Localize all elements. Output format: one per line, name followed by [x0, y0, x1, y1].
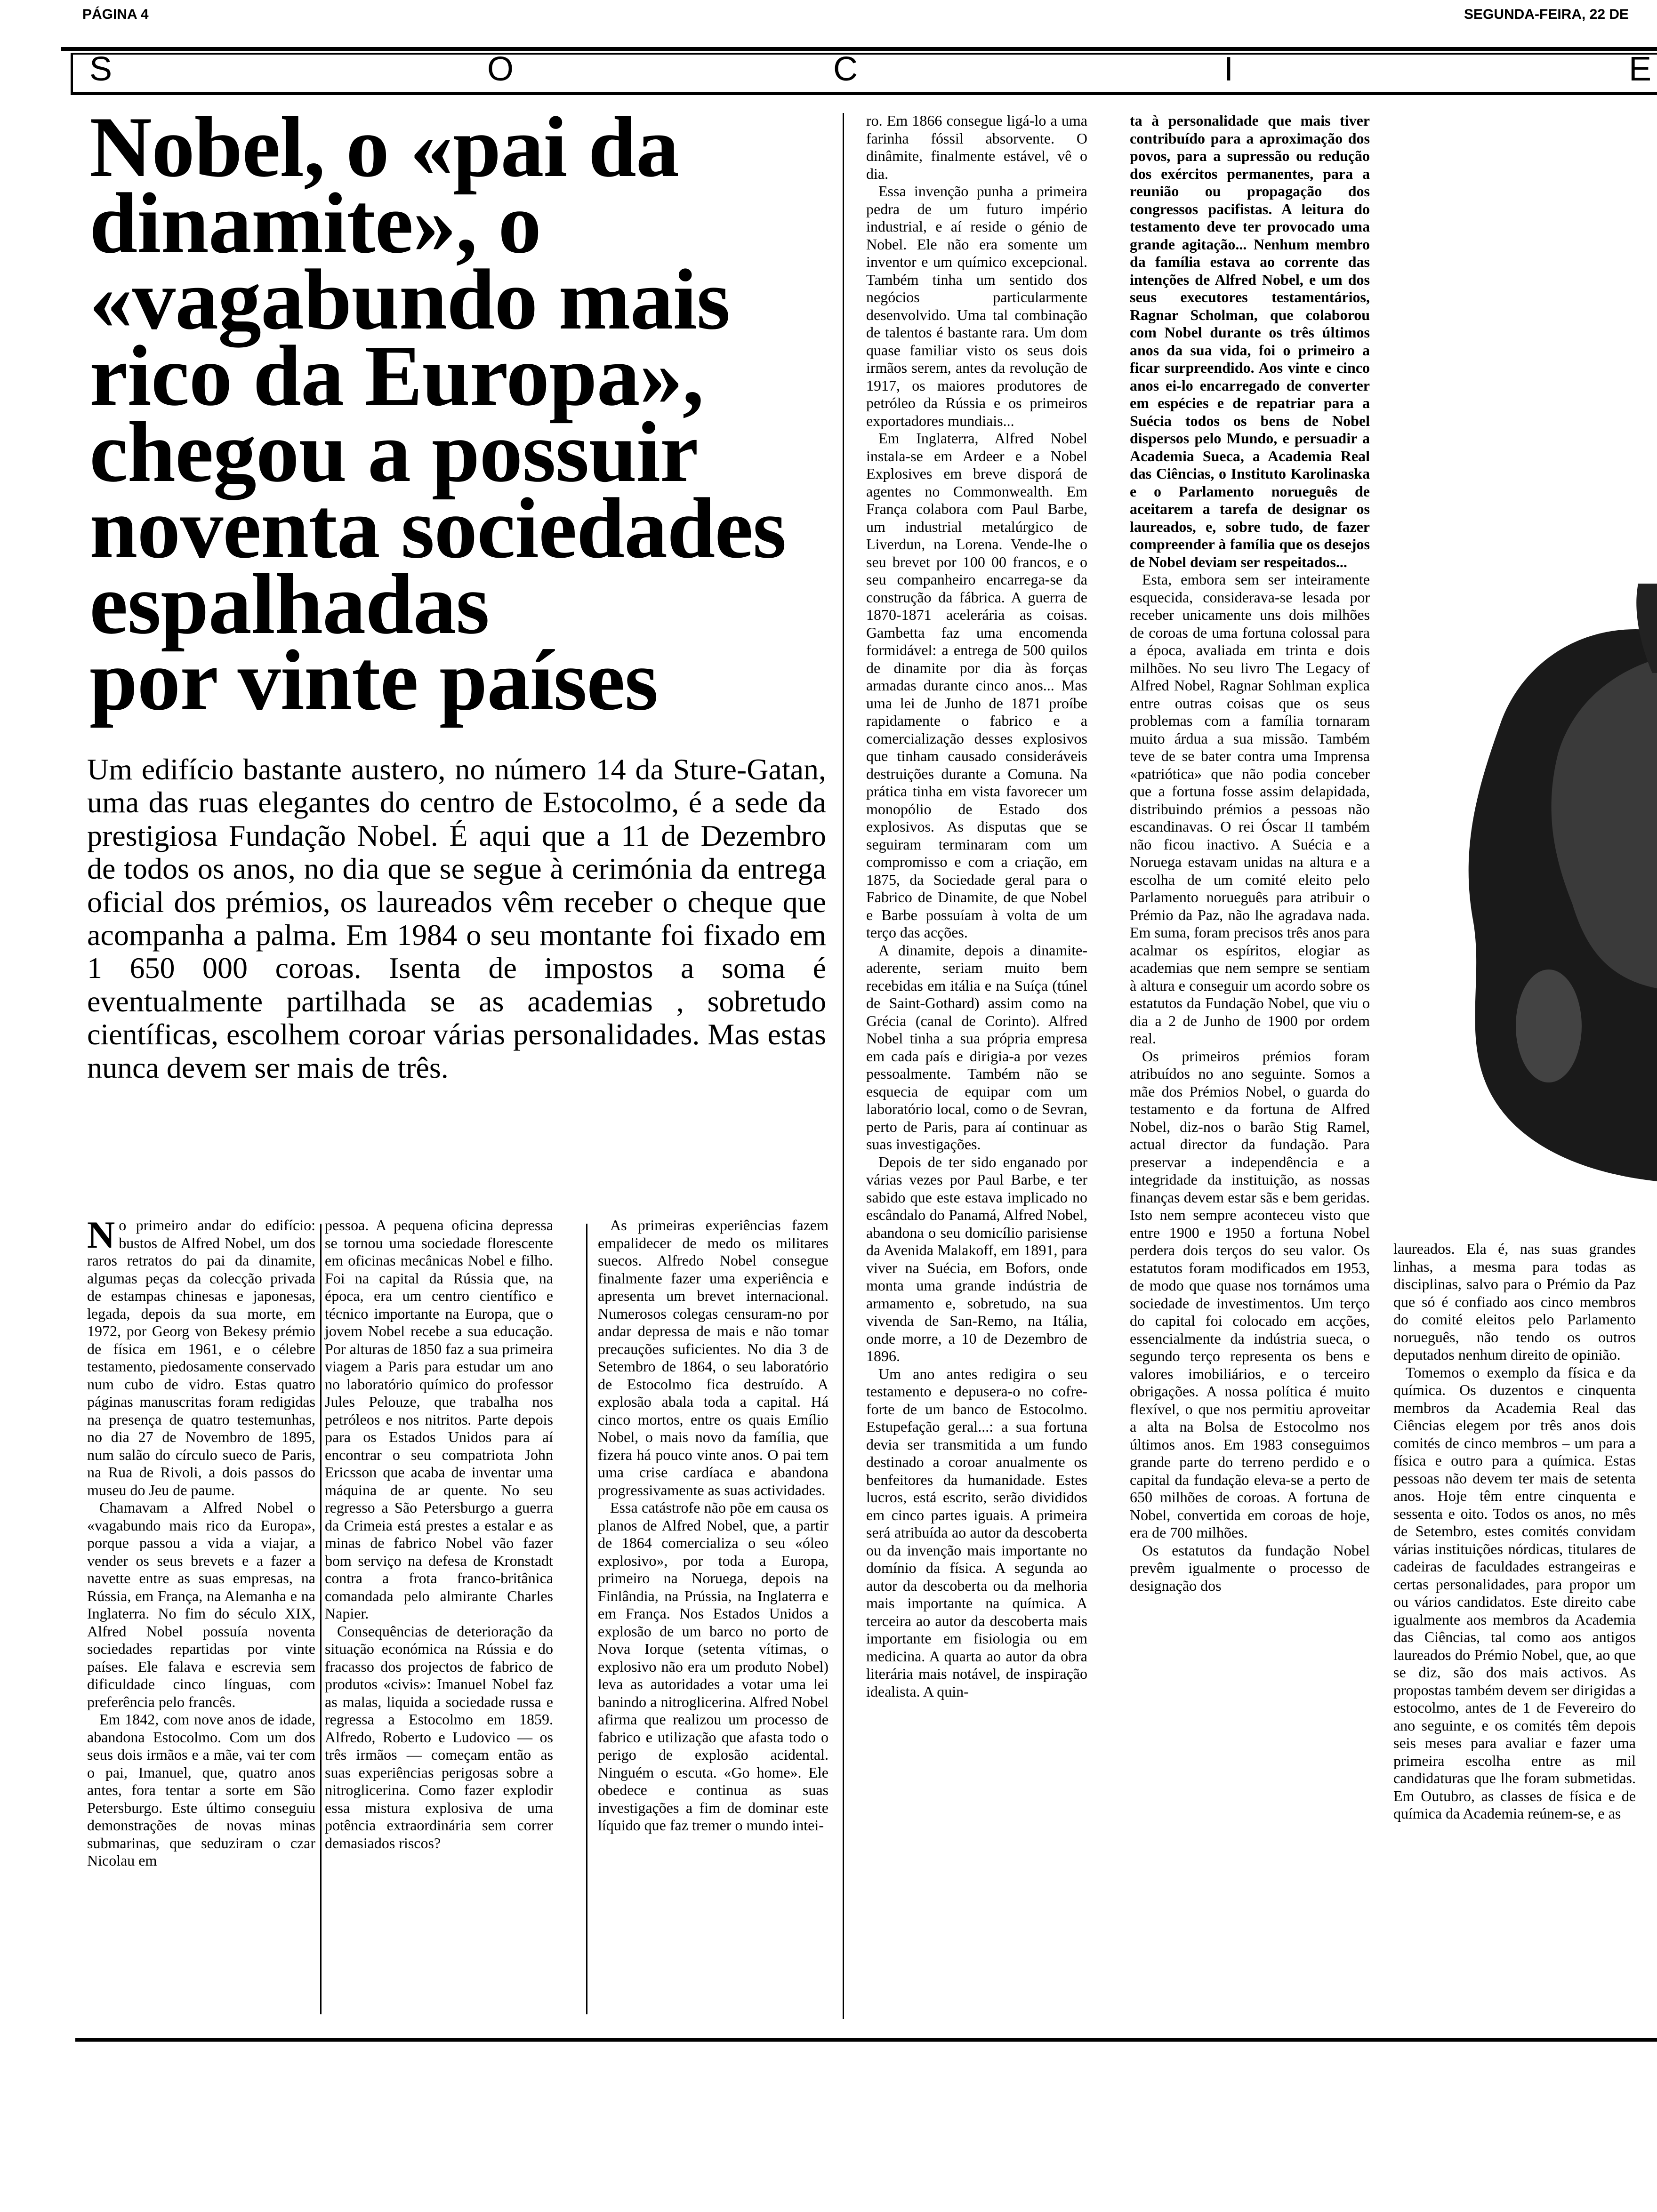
column-divider	[586, 1224, 587, 2014]
section-letter: I	[1224, 50, 1234, 88]
section-banner	[71, 50, 1657, 95]
paragraph: No primeiro andar do edifício: bustos de Alfred Nobel, um dos raros retratos do pai da dinamite, algumas peças da colecção privada de estampas chinesas e japonesas, legada, depois da sua morte, em 1972, por Georg von Bekesy prémio de física em 1961, e o célebre testamento, piedosamente conservado num cubo de vidro. Estas quatro páginas manuscritas foram redigidas na presença de quatro testemunhas, no dia 27 de Novembro de 1895, num salão do círculo sueco de Paris, na Rua de Rivoli, a dois passos do museu do Jeu de paume.	[87, 1213, 315, 1499]
paragraph: laureados. Ela é, nas suas grandes linhas, a mesma para todas as disciplinas, salvo para o Prémio da Paz que só é confiado aos cinco membros do comité eleitos pelo Parlamento norueguês, não tendo os outros deputados nenhum direito de opinião.	[1393, 1240, 1636, 1363]
paragraph: Tomemos o exemplo da física e da química. Os duzentos e cinquenta membros da Academia Real das Ciências elegem por três anos dois comités de cinco membros – um para a física e outro para a química. Estas pessoas não devem ter mais de setenta anos. Hoje têm entre cinquenta e sessenta e oito. Todos os anos, no mês de Setembro, estes comités convidam várias instituições nórdicas, titulares de cadeiras de faculdades estrangeiras e certas personalidades, para propor um ou vários candidatos. Este direito cabe igualmente aos membros da Academia das Ciências, tal como aos antigos laureados do Prémio Nobel, que, ao que se diz, são dos mais activos. As propostas também devem ser dirigidas a estocolmo, antes de 1 de Fevereiro do ano seguinte, e os comités têm depois seis meses para avaliar e fazer uma primeira escolha entre as mil candidaturas que lhe foram submetidas. Em Outubro, as classes de física e de química da Academia reúnem-se, e as	[1393, 1363, 1636, 1822]
column-divider	[843, 113, 844, 2019]
article-column-6	[1393, 1240, 1636, 1823]
article-column-4	[866, 112, 1087, 1700]
paragraph: Os primeiros prémios foram atribuídos no ano seguinte. Somos a mãe dos Prémios Nobel, o guarda do testamento e da fortuna de Alfred Nobel, diz-nos o barão Stig Ramel, actual director da fundação. Para preservar a independência e a integridade da instituição, as nossas finanças devem estar sãs e bem geridas. Isto nem sempre aconteceu visto que entre 1900 e 1950 a fortuna Nobel perdera dois terços do seu valor. Os estatutos foram modificados em 1953, de modo que quase nos tornámos uma sociedade de investimentos. Um terço do capital foi colocado em acções, essencialmente da indústria sueca, o segundo terço representa os bens e valores imobiliários, e o terceiro obrigações. A nossa política é muito flexível, o que nos permitiu aproveitar a alta na Bolsa de Estocolmo nos últimos anos. Em 1983 conseguimos grande parte do terreno perdido e o capital da fundação eleva-se a perto de 650 milhões de coroas. A fortuna de Nobel, convertida em coroas de hoje, era de 700 milhões.	[1130, 1047, 1370, 1541]
headline-line: dinamite», o	[89, 175, 541, 271]
article-lead: Um edifício bastante austero, no número 14 da Sture-Gatan, uma das ruas elegantes do centro de Estocolmo, é a sede da prestigiosa Fundação Nobel. É aqui que a 11 de Dezembro de todos os anos, no dia que se segue à cerimónia da entrega oficial dos prémios, os laureados vêm receber o cheque que acompanha a palma. Em 1984 o seu montante foi fixado em 1 650 000 coroas. Isenta de impostos a soma é eventualmente partilhada se as academias , sobretudo científicas, escolhem coroar várias personalidades. Mas estas nunca devem ser mais de três.	[87, 753, 826, 1084]
paragraph: Chamavam a Alfred Nobel o «vagabundo mais rico da Europa», porque passou a vida a viajar, a vender os seus brevets e a fazer a navette entre as suas empresas, na Rússia, em França, na Alemanha e na Inglaterra. No fim do século XIX, Alfred Nobel possuía noventa sociedades repartidas por vinte países. Ele falava e escrevia sem dificuldade cinco línguas, com preferência pelo francês.	[87, 1499, 315, 1710]
portrait-photo	[1431, 565, 1657, 1191]
article-column-3	[598, 1217, 828, 1835]
section-letter: E	[1629, 50, 1652, 88]
article-column-1	[87, 1213, 315, 1870]
article-column-5	[1130, 112, 1370, 1595]
paragraph: pessoa. A pequena oficina depressa se tornou uma sociedade florescente em oficinas mecânicas Nobel e filho. Foi na capital da Rússia que, na época, era um centro científico e técnico importante na Europa, que o jovem Nobel recebe a sua educação. Por alturas de 1850 faz a sua primeira viagem a Paris para estudar um ano no laboratório químico do professor Jules Pelouze, que trabalha nos petróleos e nos nitritos. Parte depois para os Estados Unidos para aí encontrar o seu compatriota John Ericsson que acaba de inventar uma máquina de ar quente. No seu regresso a São Petersburgo a guerra da Crimeia está prestes a estalar e as minas de fabrico Nobel vão fazer bom serviço na defesa de Kronstadt contra a frota franco-britânica comandada pelo almirante Charles Napier.	[325, 1217, 553, 1622]
section-letter: C	[833, 50, 858, 88]
paragraph: ro. Em 1866 consegue ligá-lo a uma farinha fóssil absorvente. O dinâmite, finalmente estável, vê o dia.	[866, 112, 1087, 182]
headline-line: por vinte países	[89, 632, 658, 729]
section-letter: S	[89, 50, 113, 88]
page-label: PÁGINA 4	[82, 7, 149, 22]
drop-cap: N	[87, 1213, 115, 1256]
section-letter: O	[487, 50, 514, 88]
paragraph: Em Inglaterra, Alfred Nobel instala-se em Ardeer e a Nobel Explosives em breve disporá de agentes no Commonwealth. Em França colabora com Paul Barbe, um industrial metalúrgico de Liverdun, na Lorena. Vende-lhe o seu brevet por 100 00 francos, e o seu companheiro encarrega-se da construção da fábrica. A guerra de 1870-1871 acelerária as coisas. Gambetta faz uma encomenda formidável: a entrega de 500 quilos de dinamite por dia às forças armadas durante cinco anos... Mas uma lei de Junho de 1871 proíbe rapidamente o fabrico e a comercialização desses explosivos que tinham causado consideráveis destruições durante a Comuna. Na prática tinha em vista favorecer um monopólio de Estado dos explosivos. As disputas que se seguiram terminaram com um compromisso e com a criação, em 1875, da Sociedade geral para o Fabrico de Dinamite, de que Nobel e Barbe possuíam à volta de um terço das acções.	[866, 430, 1087, 941]
headline-line: Nobel, o «pai da	[89, 99, 679, 195]
headline-line: noventa sociedades	[89, 480, 786, 576]
headline-line: chegou a possuir	[89, 403, 698, 500]
headline-line: «vagabundo mais	[89, 251, 730, 347]
top-rule	[61, 47, 1657, 51]
article-headline	[89, 99, 824, 729]
headline-line: espalhadas	[89, 556, 489, 652]
paragraph: Essa catástrofe não põe em causa os planos de Alfred Nobel, que, a partir de 1864 comercializa o seu «óleo explosivo», por toda a Europa, primeiro na Noruega, depois na Finlândia, na Prússia, na Inglaterra e em França. Nos Estados Unidos a explosão de um barco no porto de Nova Iorque (setenta vítimas, o explosivo não era um produto Nobel) leva as autoridades a votar uma lei banindo a nitroglicerina. Alfred Nobel afirma que realizou um processo de fabrico e utilização que afasta todo o perigo de explosão acidental. Ninguém o escuta. «Go home». Ele obedece e continua as suas investigações a fim de dominar este líquido que faz tremer o mundo intei-	[598, 1499, 828, 1834]
paragraph: Depois de ter sido enganado por várias vezes por Paul Barbe, e ter sabido que este estava implicado no escândalo do Panamá, Alfred Nobel, abandona o seu domicílio parisiense da Avenida Malakoff, em 1891, para viver na Suécia, em Bofors, onde monta uma grande indústria de armamento e, sobretudo, na sua vivenda de San-Remo, na Itália, onde morre, a 10 de Dezembro de 1896.	[866, 1153, 1087, 1364]
column-divider	[320, 1224, 322, 2014]
paragraph: Os estatutos da fundação Nobel prevêm igualmente o processo de designação dos	[1130, 1541, 1370, 1594]
paragraph: Um ano antes redigira o seu testamento e depusera-o no cofre-forte de um banco de Estocolmo. Estupefação geral...: a sua fortuna devia ser transmitida a um fundo destinado a coroar anualmente os benfeitores da humanidade. Estes lucros, está escrito, serão divididos em cinco partes iguais. A primeira será atribuída ao autor da descoberta ou da invenção mais importante no domínio da física. A segunda ao autor da descoberta ou da melhoria mais importante na química. A terceira ao autor da descoberta mais importante em fisiologia ou em medicina. A quarta ao autor da obra literária mais notável, de inspiração idealista. A quin-	[866, 1365, 1087, 1700]
paragraph: Em 1842, com nove anos de idade, abandona Estocolmo. Com um dos seus dois irmãos e a mãe, vai ter com o pai, Imanuel, que, quatro anos antes, fora tentar a sorte em São Petersburgo. Este último conseguiu demonstrações de novas minas submarinas, que seduziram o czar Nicolau em	[87, 1711, 315, 1869]
paragraph: Essa invenção punha a primeira pedra de um futuro império industrial, e aí reside o génio de Nobel. Ele não era somente um inventor e um químico excepcional. Também tinha um sentido dos negócios particularmente desenvolvido. Uma tal combinação de talentos é bastante rara. Um dom quase familiar visto os seus dois irmãos serem, antes da revolução de 1917, os maiores produtores de petróleo da Rússia e os primeiros exportadores mundiais...	[866, 183, 1087, 429]
date-label: SEGUNDA-FEIRA, 22 DE	[1464, 7, 1629, 22]
paragraph: Esta, embora sem ser inteiramente esquecida, considerava-se lesada por receber unicamente uns dois milhões de coroas de uma fortuna colossal para a época, avaliada em trinta e dois milhões. No seu livro The Legacy of Alfred Nobel, Ragnar Sohlman explica entre outras coisas que os seus problemas com a família tornaram muito árdua a sua missão. Também teve de se bater contra uma Imprensa «patriótica» que não podia conceber que a fortuna fosse assim delapidada, distribuindo prémios a pessoas não escandinavas. O rei Óscar II também não ficou inactivo. A Suécia e a Noruega estavam unidas na altura e a escolha de um comité eleito pelo Parlamento norueguês para atribuir o Prémio da Paz, não lhe agradava nada. Em suma, foram precisos três anos para acalmar os espíritos, elogiar as academias que nem sempre se sentiam à altura e conseguir um acordo sobre os estatutos da Fundação Nobel, que viu o dia a 2 de Junho de 1900 por ordem real.	[1130, 571, 1370, 1047]
paragraph: As primeiras experiências fazem empalidecer de medo os militares suecos. Alfredo Nobel consegue finalmente fazer uma experiência e apresenta um brevet internacional. Numerosos colegas censuram-no por andar depressa de mais e não tomar precauções suficientes. No dia 3 de Setembro de 1864, o seu laboratório de Estocolmo fica destruído. A explosão abala toda a capital. Há cinco mortos, entre os quais Emílio Nobel, o mais novo da família, que fizera há pouco vinte anos. O pai tem uma crise cardíaca e abandona progressivamente as suas actividades.	[598, 1217, 828, 1499]
article-column-2	[325, 1217, 553, 1852]
headline-line: rico da Europa»,	[89, 327, 704, 424]
paragraph: A dinamite, depois a dinamite-aderente, seriam muito bem recebidas em itália e na Suíça (túnel de Saint-Gothard) assim como na Grécia (canal de Corinto). Alfred Nobel tinha a sua própria empresa em cada país e dirigia-a por vezes pessoalmente. Também não se esquecia de equipar com um laboratório local, como o de Sevran, perto de Paris, para aí continuar as suas investigações.	[866, 941, 1087, 1153]
bottom-rule	[75, 2038, 1657, 2042]
paragraph: Consequências de deterioração da situação económica na Rússia e do fracasso dos projectos de fabrico de produtos «civis»: Imanuel Nobel faz as malas, liquida a sociedade russa e regressa a Estocolmo em 1859. Alfredo, Roberto e Ludovico — os três irmãos — começam então as suas experiências perigosas sobre a nitroglicerina. Como fazer explodir essa mistura explosiva de uma potência extraordinária sem correr demasiados riscos?	[325, 1622, 553, 1851]
paragraph: ta à personalidade que mais tiver contribuído para a aproximação dos povos, para a supressão ou redução dos exércitos permanentes, para a reunião ou propagação dos congressos pacifistas. A leitura do testamento deve ter provocado uma grande agitação... Nenhum membro da família estava ao corrente das intenções de Alfred Nobel, e um dos seus executores testamentários, Ragnar Scholman, que colaborou com Nobel durante os três últimos anos da sua vida, foi o primeiro a ficar surpreendido. Aos vinte e cinco anos ei-lo encarregado de converter em espécies e de repatriar para a Suécia todos os bens de Nobel dispersos pelo Mundo, e persuadir a Academia Sueca, a Academia Real das Ciências, o Instituto Karolinaska e o Parlamento norueguês de aceitarem a tarefa de designar os laureados, e, sobre tudo, de fazer compreender à família que os desejos de Nobel deviam ser respeitados...	[1130, 112, 1370, 570]
